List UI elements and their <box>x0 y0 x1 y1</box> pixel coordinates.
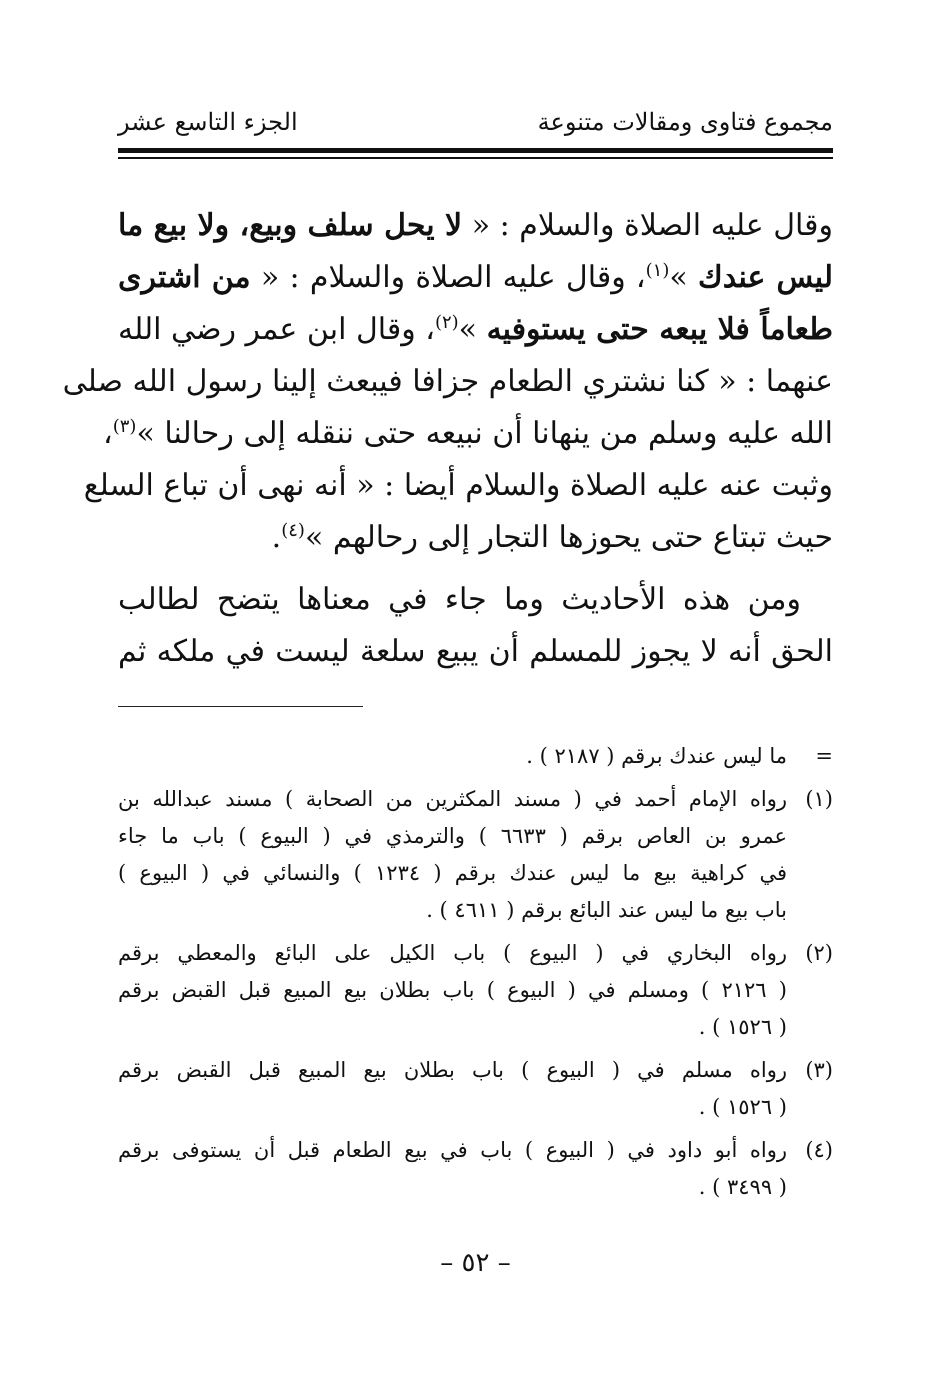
header-rule-thin <box>118 157 833 159</box>
text-run: » <box>458 312 487 347</box>
text-run: . <box>271 520 282 555</box>
hadith-text: لا يحل سلف وبيع، ولا بيع ما <box>118 208 463 243</box>
text-run: ، <box>103 416 113 451</box>
footnote-line: في كراهية بيع ما ليس عندك برقم ( ١٢٣٤ ) والنسائي في ( البيوع ) <box>118 861 787 885</box>
book-page <box>62 0 834 1376</box>
volume-title: الجزء التاسع عشر <box>118 108 298 136</box>
footnote-line: رواه الإمام أحمد في ( مسند المكثرين من الصحابة ) مسند عبدالله بن <box>118 787 787 811</box>
text-line <box>103 408 833 460</box>
paragraph-2 <box>118 574 833 678</box>
hadith-text: ليس عندك <box>697 260 833 295</box>
footnote-line: ( ١٥٢٦ ) . <box>698 1095 787 1119</box>
footnote-line: ( ٣٤٩٩ ) . <box>698 1175 787 1199</box>
hadith-text: طعاماً فلا يبعه حتى يستوفيه <box>486 312 834 347</box>
footnote-1 <box>118 781 833 929</box>
text-run: ، وقال عليه الصلاة والسلام : « <box>250 260 646 295</box>
header-rule-thick <box>118 148 833 153</box>
footnote-ref: (٢) <box>434 312 459 333</box>
footnote-line: ( ١٥٢٦ ) . <box>698 1015 787 1039</box>
footnote-line: رواه أبو داود في ( البيوع ) باب في بيع الطعام قبل أن يستوفى برقم <box>118 1138 787 1162</box>
footnote-4 <box>118 1132 833 1206</box>
text-line: ومن هذه الأحاديث وما جاء في معناها يتضح لطالب <box>118 582 801 617</box>
text-run: وقال عليه الصلاة والسلام : « <box>462 208 833 243</box>
paragraph-1 <box>62 200 834 564</box>
footnote-line: باب بيع ما ليس عند البائع برقم ( ٤٦١١ ) . <box>426 898 787 922</box>
footnote-ref: (١) <box>645 260 670 281</box>
text-line: وثبت عنه عليه الصلاة والسلام أيضا : « أنه نهى أن تباع السلع <box>83 468 833 503</box>
text-run: » <box>669 260 698 295</box>
footnote-separator <box>118 706 363 707</box>
footnote-line: ما ليس عندك برقم ( ٢١٨٧ ) . <box>526 744 787 768</box>
text-line: عنهما : « كنا نشتري الطعام جزافا فيبعث إلينا رسول الله صلى <box>62 364 833 399</box>
footnote-3 <box>118 1052 833 1126</box>
text-run: الله عليه وسلم من ينهانا أن نبيعه حتى ننقله إلى رحالنا » <box>136 416 833 451</box>
text-line: الحق أنه لا يجوز للمسلم أن يبيع سلعة ليست في ملكه ثم <box>118 634 833 669</box>
page-number: – ٥٢ – <box>440 1248 511 1278</box>
text-run: حيث تبتاع حتى يحوزها التجار إلى رحالهم » <box>304 520 833 555</box>
footnote-number: (١) <box>805 787 833 811</box>
footnote-line: عمرو بن العاص برقم ( ٦٦٣٣ ) والترمذي في ( البيوع ) باب ما جاء <box>118 824 787 848</box>
footnote-ref: (٣) <box>112 416 137 437</box>
footnote-number: (٤) <box>805 1138 833 1162</box>
paragraph-gap <box>118 564 833 574</box>
text-run: ، وقال ابن عمر رضي الله <box>118 312 435 347</box>
footnote-number: (٢) <box>805 941 833 965</box>
main-text <box>62 200 834 678</box>
running-header <box>118 108 833 148</box>
footnote-line: رواه البخاري في ( البيوع ) باب الكيل على البائع والمعطي برقم <box>118 941 787 965</box>
footnote-2 <box>118 935 833 1046</box>
footnotes <box>118 738 833 1212</box>
footnote-continuation <box>118 738 833 775</box>
footnote-number: (٣) <box>805 1058 833 1082</box>
text-line <box>118 512 833 564</box>
text-line <box>118 200 833 252</box>
book-title: مجموع فتاوى ومقالات متنوعة <box>537 108 833 136</box>
text-line <box>118 304 833 356</box>
footnote-line: ( ٢١٢٦ ) ومسلم في ( البيوع ) باب بطلان بيع المبيع قبل القبض برقم <box>118 978 787 1002</box>
footnote-ref: (٤) <box>281 520 305 541</box>
footnote-line: رواه مسلم في ( البيوع ) باب بطلان بيع المبيع قبل القبض برقم <box>118 1058 787 1082</box>
continuation-mark: = <box>815 744 833 768</box>
text-line <box>118 252 833 304</box>
hadith-text: من اشترى <box>118 260 251 295</box>
